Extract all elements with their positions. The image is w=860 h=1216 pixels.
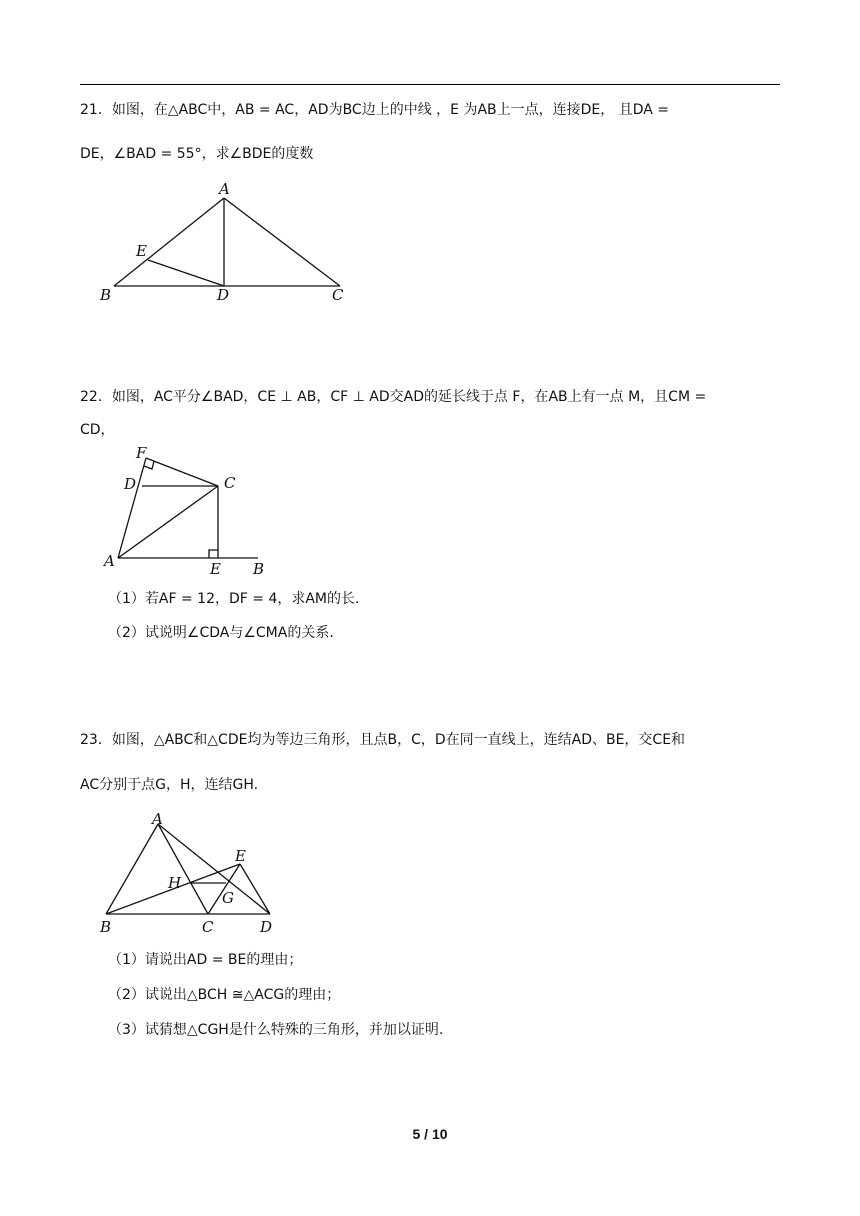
q23-segment-ad <box>158 824 270 914</box>
q23-text-line-2: AC分别于点G，H，连结GH. <box>80 777 259 793</box>
q22-label-a: A <box>104 552 115 570</box>
q23-segment-ac <box>158 824 208 914</box>
q23-label-b: B <box>100 918 112 936</box>
q21-label-c: C <box>332 286 344 304</box>
q22-part-1: （1）若AF = 12，DF = 4，求AM的长. <box>108 591 360 607</box>
q21-segment-ac <box>224 198 340 286</box>
q23-label-e: E <box>235 847 246 865</box>
q22-label-d: D <box>124 475 137 493</box>
header-rule <box>80 84 780 85</box>
q23-label-g: G <box>222 889 234 907</box>
page-number: 5 / 10 <box>412 1126 448 1142</box>
q23-label-a: A <box>152 810 163 828</box>
q23-figure <box>98 810 282 936</box>
q22-segment-fc <box>146 458 218 486</box>
q21-label-e: E <box>136 242 147 260</box>
q23-part-2: （2）试说出△BCH ≅△ACG的理由； <box>108 987 341 1003</box>
q22-label-f: F <box>136 444 147 462</box>
q23-label-d: D <box>260 918 273 936</box>
q21-text-line-2: DE，∠BAD = 55°，求∠BDE的度数 <box>80 146 314 162</box>
q22-label-b: B <box>253 560 265 578</box>
q23-part-1: （1）请说出AD = BE的理由； <box>108 952 303 968</box>
q21-label-d: D <box>217 286 230 304</box>
q23-segment-ed <box>240 864 270 914</box>
q21-segment-de <box>148 260 224 286</box>
q23-label-h: H <box>168 874 182 892</box>
q21-figure <box>96 178 366 308</box>
q23-segment-ba <box>106 824 158 914</box>
q22-right-angle-e <box>209 550 218 558</box>
q22-label-c: C <box>224 474 236 492</box>
q22-text-line-2: CD， <box>80 422 115 438</box>
q22-text-line-1: 22．如图，AC平分∠BAD，CE ⊥ AB，CF ⊥ AD交AD的延长线于点 F，在AB上有一点 M，且CM = <box>80 389 707 405</box>
q22-right-angle-f <box>144 461 154 469</box>
q22-label-e: E <box>210 560 221 578</box>
q23-text-line-1: 23．如图，△ABC和△CDE均为等边三角形，且点B，C，D在同一直线上，连结AD、BE，交CE和 <box>80 732 686 748</box>
q21-label-b: B <box>100 286 112 304</box>
q22-segment-ac <box>118 486 218 558</box>
q22-part-2: （2）试说明∠CDA与∠CMA的关系. <box>108 625 334 641</box>
q23-part-3: （3）试猜想△CGH是什么特殊的三角形，并加以证明. <box>108 1022 444 1038</box>
q21-text-line-1: 21．如图，在△ABC中，AB = AC，AD为BC边上的中线 ，E 为AB上一点，连接DE， 且DA = <box>80 102 669 118</box>
q21-label-a: A <box>219 180 230 198</box>
q22-segment-af <box>118 458 146 558</box>
q23-label-c: C <box>202 918 214 936</box>
q22-figure <box>100 446 280 578</box>
q21-segment-ab <box>114 198 224 286</box>
